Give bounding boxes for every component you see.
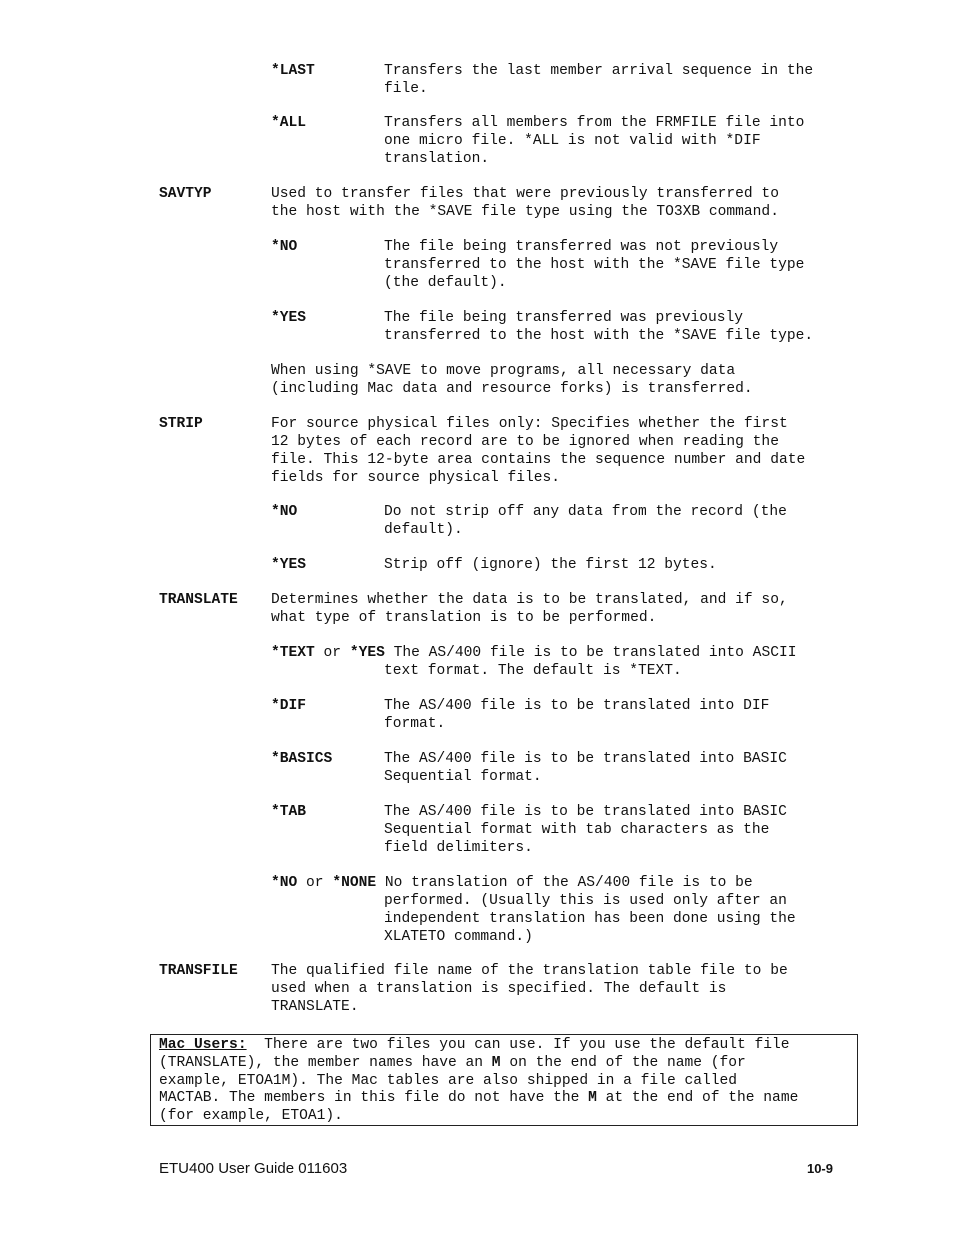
translate-desc-basics: The AS/400 file is to be translated into BASIC Sequential format. — [384, 751, 787, 785]
param-desc-strip: For source physical files only: Specifies whether the first 12 bytes of each record are to be ignored when reading the file. This 12-byte area contains the sequence number and date fields for source physical files. — [271, 416, 806, 486]
translate-value-text-yes: *TEXT or *YES The AS/400 file is to be translated into ASCII — [271, 645, 797, 661]
savtyp-value-yes: *YES — [271, 310, 307, 326]
translate-value-tab: *TAB — [271, 804, 307, 820]
translate-value-no-none: *NO or *NONE No translation of the AS/400 file is to be — [271, 875, 753, 891]
translate-desc-dif: The AS/400 file is to be translated into DIF format. — [384, 698, 770, 732]
translate-value-basics: *BASICS — [271, 751, 333, 767]
param-desc-all: Transfers all members from the FRMFILE file into one micro file. *ALL is not valid with *DIF translation. — [384, 115, 805, 167]
param-name-translate: TRANSLATE — [159, 592, 238, 608]
param-desc-translate: Determines whether the data is to be translated, and if so, what type of translation is to be performed. — [271, 592, 788, 626]
mac-users-label: Mac Users: — [159, 1037, 247, 1053]
param-name-strip: STRIP — [159, 416, 203, 432]
mac-users-note-box — [150, 1034, 858, 1126]
param-name-savtyp: SAVTYP — [159, 186, 212, 202]
footer-doc-title: ETU400 User Guide 011603 — [159, 1160, 348, 1177]
translate-desc-no-none: performed. (Usually this is used only after an independent translation has been done using the XLATETO command.) — [384, 893, 796, 945]
param-value-all: *ALL — [271, 115, 307, 131]
mac-users-note-text: Mac Users: There are two files you can use. If you use the default file (TRANSLATE), the member names have an M on the end of the name (for example, ETOA1M). The Mac tables are also shipped in a file called MACTAB. The members in this file do not have the M at the end of the name (for example, ETOA1). — [159, 1037, 799, 1125]
strip-value-yes: *YES — [271, 557, 307, 573]
strip-desc-no: Do not strip off any data from the record (the default). — [384, 504, 787, 538]
footer-page-number: 10-9 — [806, 1161, 833, 1176]
param-desc-savtyp: Used to transfer files that were previously transferred to the host with the *SAVE file type using the TO3XB command. — [271, 186, 779, 220]
strip-value-no: *NO — [271, 504, 298, 520]
savtyp-value-no: *NO — [271, 239, 298, 255]
strip-desc-yes: Strip off (ignore) the first 12 bytes. — [384, 557, 717, 573]
translate-value-dif: *DIF — [271, 698, 307, 714]
translate-desc-text-yes: text format. The default is *TEXT. — [384, 663, 682, 679]
param-desc-last: Transfers the last member arrival sequence in the file. — [384, 63, 814, 97]
param-name-transfile: TRANSFILE — [159, 963, 238, 979]
savtyp-note: When using *SAVE to move programs, all necessary data (including Mac data and resource forks) is transferred. — [271, 363, 753, 397]
param-value-last: *LAST — [271, 63, 315, 79]
translate-desc-tab: The AS/400 file is to be translated into BASIC Sequential format with tab characters as the field delimiters. — [384, 804, 787, 856]
savtyp-desc-yes: The file being transferred was previously transferred to the host with the *SAVE file type. — [384, 310, 814, 344]
param-desc-transfile: The qualified file name of the translation table file to be used when a translation is specified. The default is TRANSLATE. — [271, 963, 788, 1015]
savtyp-desc-no: The file being transferred was not previously transferred to the host with the *SAVE file type (the default). — [384, 239, 805, 291]
